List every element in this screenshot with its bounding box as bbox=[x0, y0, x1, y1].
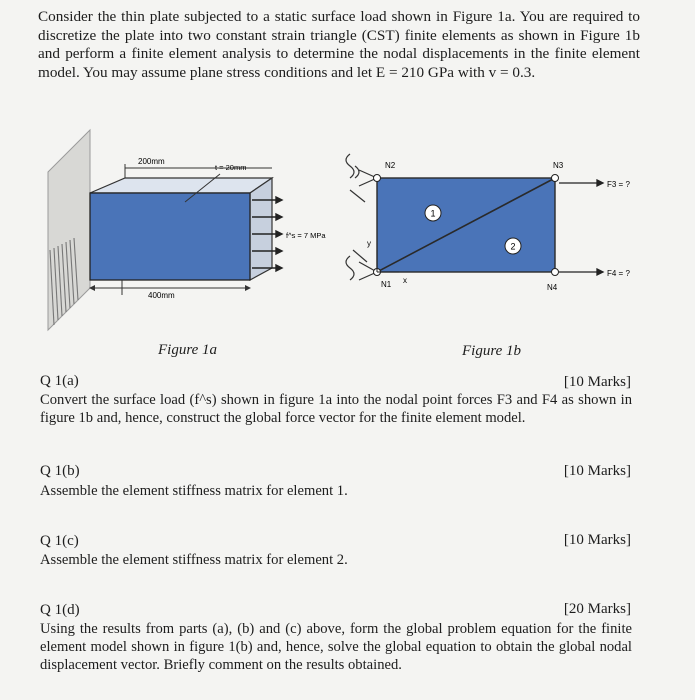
question-1c-text: Assemble the element stiffness matrix for element 2. bbox=[40, 552, 348, 568]
force-f4-label: F4 = ? bbox=[607, 269, 630, 278]
question-1d-marks: [20 Marks] bbox=[563, 601, 631, 617]
plate-top-face bbox=[90, 178, 272, 193]
problem-intro: Consider the thin plate subjected to a static surface load shown in Figure 1a. You are required to discretize the plate into two constant strain triangle (CST) finite elements as shown in Figure 1b and perform a finite element analysis to determine the nodal displacements in the finite element model. You may assume plane stress conditions and let E = 210 GPa with v = 0.3. bbox=[38, 8, 640, 81]
load-label: f^s = 7 MPa bbox=[286, 231, 326, 240]
node-label-n3: N3 bbox=[553, 161, 564, 170]
figure-1b bbox=[335, 150, 655, 300]
question-1b-heading: Q 1(b) bbox=[40, 463, 80, 479]
question-1a-heading: Q 1(a) bbox=[40, 373, 79, 389]
question-1b-text: Assemble the element stiffness matrix for element 1. bbox=[40, 483, 348, 499]
dim-bottom-label: 400mm bbox=[148, 291, 175, 300]
axis-y-label: y bbox=[367, 239, 371, 248]
figure-1a-caption: Figure 1a bbox=[158, 342, 218, 358]
node-n4 bbox=[552, 269, 559, 276]
support-n1 bbox=[346, 250, 377, 280]
support-n2 bbox=[346, 154, 377, 202]
element-1-label: 1 bbox=[430, 208, 436, 219]
node-n2 bbox=[374, 175, 381, 182]
element-2-label: 2 bbox=[510, 241, 516, 252]
question-1a-text: Convert the surface load (f^s) shown in figure 1a into the nodal point forces F3 and F4 as shown in figure 1b and, hence, construct the global force vector for the finite element model. bbox=[40, 392, 632, 427]
force-arrows bbox=[559, 180, 603, 275]
question-1a-marks: [10 Marks] bbox=[563, 374, 631, 390]
dim-thickness-label: t = 20mm bbox=[215, 163, 247, 172]
dim-top-label: 200mm bbox=[138, 157, 165, 166]
question-1d-heading: Q 1(d) bbox=[40, 602, 80, 618]
figure-1a bbox=[40, 120, 330, 345]
question-1d-text: Using the results from parts (a), (b) and (c) above, form the global problem equation for the finite element model shown in figure 1(b) and, hence, solve the global equation to obtain the global nodal displacement vector. Briefly comment on the results obtained. bbox=[40, 621, 632, 674]
figure-1b-caption: Figure 1b bbox=[462, 343, 522, 359]
question-1c-marks: [10 Marks] bbox=[563, 532, 631, 548]
node-label-n1: N1 bbox=[381, 280, 392, 289]
question-1b-marks: [10 Marks] bbox=[563, 463, 631, 479]
force-f3-label: F3 = ? bbox=[607, 180, 630, 189]
plate-front-face bbox=[90, 193, 250, 280]
axis-x-label: x bbox=[403, 276, 407, 285]
node-label-n2: N2 bbox=[385, 161, 396, 170]
node-n3 bbox=[552, 175, 559, 182]
plate-side-face bbox=[250, 178, 272, 280]
node-label-n4: N4 bbox=[547, 283, 558, 292]
question-1c-heading: Q 1(c) bbox=[40, 533, 79, 549]
